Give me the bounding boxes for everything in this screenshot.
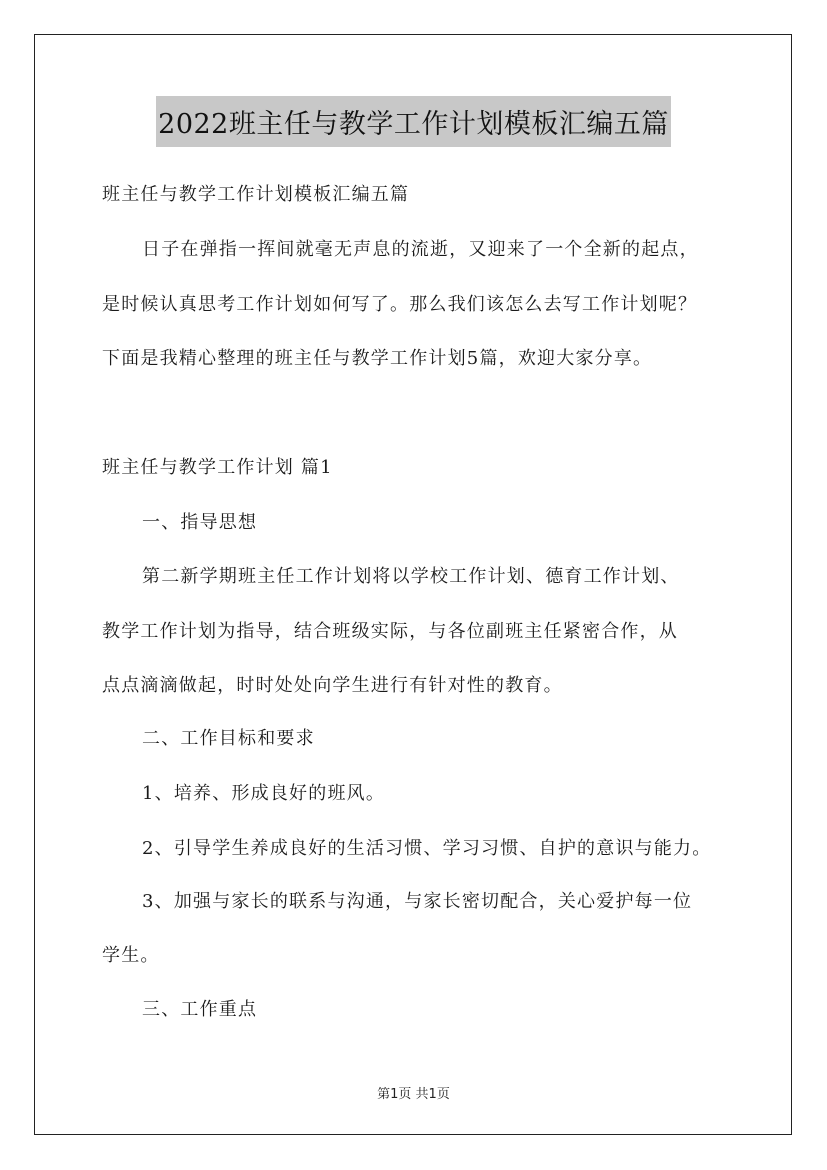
goal-3-line-1: 3、加强与家长的联系与沟通，与家长密切配合，关心爱护每一位 — [142, 891, 693, 912]
goal-3-line-2: 学生。 — [102, 945, 160, 966]
page-footer: 第1页 共1页 — [377, 1087, 450, 1102]
heading-work-focus: 三、工作重点 — [142, 999, 258, 1020]
paragraph-1-line-2: 教学工作计划为指导，结合班级实际，与各位副班主任紧密合作，从 — [102, 621, 678, 642]
paragraph-1-line-3: 点点滴滴做起，时时处处向学生进行有针对性的教育。 — [102, 675, 563, 696]
goal-2: 2、引导学生养成良好的生活习惯、学习习惯、自护的意识与能力。 — [142, 838, 712, 859]
paragraph-1-line-1: 第二新学期班主任工作计划将以学校工作计划、德育工作计划、 — [142, 566, 680, 587]
document-subtitle: 班主任与教学工作计划模板汇编五篇 — [102, 184, 410, 205]
heading-goals: 二、工作目标和要求 — [142, 728, 315, 749]
heading-guiding-ideology: 一、指导思想 — [142, 512, 258, 533]
section-heading: 班主任与教学工作计划 篇1 — [102, 457, 333, 478]
intro-line-1: 日子在弹指一挥间就毫无声息的流逝，又迎来了一个全新的起点， — [142, 239, 699, 260]
document-title: 2022班主任与教学工作计划模板汇编五篇 — [156, 96, 671, 147]
intro-line-2: 是时候认真思考工作计划如何写了。那么我们该怎么去写工作计划呢？ — [102, 294, 698, 315]
intro-line-3: 下面是我精心整理的班主任与教学工作计划5篇，欢迎大家分享。 — [102, 348, 653, 369]
title-container — [0, 96, 827, 147]
goal-1: 1、培养、形成良好的班风。 — [142, 783, 386, 804]
